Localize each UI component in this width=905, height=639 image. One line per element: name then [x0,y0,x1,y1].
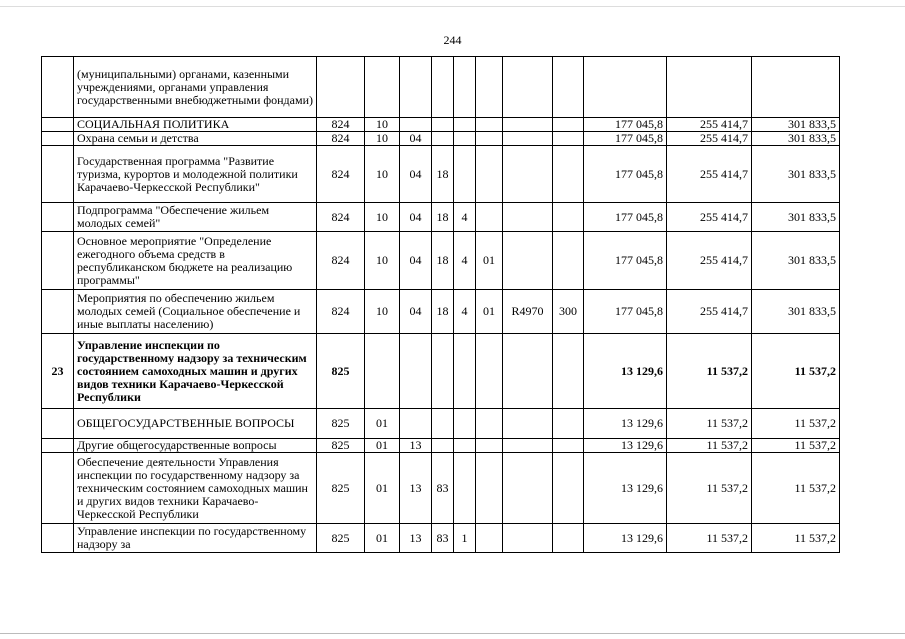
cell-cs4 [503,132,553,146]
cell-y1: 177 045,8 [584,132,667,146]
table-row [42,118,840,132]
cell-y3: 11 537,2 [752,334,840,409]
cell-rz [365,334,400,409]
cell-name: Основное мероприятие "Определение ежегодного объема средств в республиканском бюджете на реализацию программы" [74,232,317,290]
cell-no [42,232,74,290]
cell-rz: 10 [365,232,400,290]
cell-ved: 824 [317,132,365,146]
cell-vr [553,118,584,132]
cell-pr: 04 [400,232,432,290]
cell-cs2 [454,132,476,146]
cell-y3 [752,57,840,118]
cell-name: Управление инспекции по государственному надзору за [74,524,317,553]
cell-cs4 [503,57,553,118]
cell-y2: 255 414,7 [667,146,752,203]
table-row [42,524,840,553]
cell-cs1: 18 [432,146,454,203]
cell-cs4 [503,524,553,553]
budget-table [41,56,840,553]
cell-vr [553,203,584,232]
cell-cs4 [503,146,553,203]
cell-vr [553,439,584,453]
cell-no [42,524,74,553]
cell-name: ОБЩЕГОСУДАРСТВЕННЫЕ ВОПРОСЫ [74,409,317,439]
cell-y2: 11 537,2 [667,453,752,524]
cell-rz: 10 [365,146,400,203]
cell-ved: 824 [317,203,365,232]
cell-y3: 301 833,5 [752,203,840,232]
cell-cs4 [503,118,553,132]
page-number: 244 [443,33,462,47]
cell-cs4 [503,203,553,232]
cell-cs3 [476,439,503,453]
cell-name: (муниципальными) органами, казенными учреждениями, органами управления государственными внебюджетными фондами) [74,57,317,118]
cell-cs1 [432,334,454,409]
cell-y3: 301 833,5 [752,232,840,290]
cell-ved: 824 [317,232,365,290]
cell-ved: 824 [317,118,365,132]
cell-cs3 [476,203,503,232]
cell-rz: 01 [365,524,400,553]
table-row [42,334,840,409]
scan-line [0,633,905,634]
cell-ved: 824 [317,290,365,334]
cell-cs1: 83 [432,453,454,524]
cell-name: Обеспечение деятельности Управления инспекции по государственному надзору за техническим состоянием самоходных машин и других видов техники Карачаево-Черкесской Республики [74,453,317,524]
cell-no [42,453,74,524]
cell-cs2 [454,57,476,118]
cell-name: Государственная программа "Развитие туризма, курортов и молодежной политики Карачаево-Черкесской Республики" [74,146,317,203]
cell-cs2 [454,409,476,439]
cell-vr [553,524,584,553]
cell-vr [553,57,584,118]
cell-y2 [667,57,752,118]
cell-ved: 825 [317,409,365,439]
cell-y2: 11 537,2 [667,439,752,453]
cell-y3: 301 833,5 [752,118,840,132]
cell-y3: 301 833,5 [752,146,840,203]
cell-y2: 255 414,7 [667,290,752,334]
cell-no [42,290,74,334]
cell-y1: 13 129,6 [584,524,667,553]
table-row [42,132,840,146]
cell-y1: 13 129,6 [584,453,667,524]
cell-y1: 177 045,8 [584,118,667,132]
cell-vr [553,146,584,203]
cell-cs1: 18 [432,290,454,334]
cell-cs2: 4 [454,290,476,334]
cell-y1: 177 045,8 [584,232,667,290]
cell-cs1 [432,57,454,118]
cell-cs3: 01 [476,290,503,334]
cell-cs1 [432,439,454,453]
cell-pr [400,334,432,409]
cell-no [42,409,74,439]
cell-y3: 11 537,2 [752,524,840,553]
cell-rz: 10 [365,118,400,132]
cell-cs1 [432,132,454,146]
cell-ved: 825 [317,334,365,409]
table-row [42,146,840,203]
cell-pr [400,57,432,118]
cell-pr: 13 [400,524,432,553]
cell-no [42,203,74,232]
table-body [42,57,840,553]
cell-vr [553,132,584,146]
table-row [42,203,840,232]
table-row [42,232,840,290]
cell-y1: 177 045,8 [584,290,667,334]
cell-pr: 04 [400,132,432,146]
cell-y3: 301 833,5 [752,132,840,146]
cell-y1: 13 129,6 [584,439,667,453]
cell-cs2 [454,439,476,453]
cell-y2: 255 414,7 [667,203,752,232]
cell-rz: 01 [365,409,400,439]
cell-name: Мероприятия по обеспечению жильем молодых семей (Социальное обеспечение и иные выплаты населению) [74,290,317,334]
cell-rz: 01 [365,439,400,453]
cell-cs1 [432,409,454,439]
cell-ved: 824 [317,146,365,203]
cell-cs2: 1 [454,524,476,553]
cell-cs4 [503,232,553,290]
cell-cs2: 4 [454,232,476,290]
cell-cs1: 18 [432,232,454,290]
cell-name: СОЦИАЛЬНАЯ ПОЛИТИКА [74,118,317,132]
cell-pr: 04 [400,146,432,203]
cell-cs3 [476,146,503,203]
cell-cs3: 01 [476,232,503,290]
cell-rz: 10 [365,203,400,232]
cell-pr: 13 [400,439,432,453]
cell-cs3 [476,57,503,118]
cell-y2: 11 537,2 [667,409,752,439]
cell-y1: 177 045,8 [584,146,667,203]
cell-rz: 01 [365,453,400,524]
cell-cs1 [432,118,454,132]
cell-pr: 13 [400,453,432,524]
cell-cs4 [503,409,553,439]
cell-pr [400,118,432,132]
cell-y3: 11 537,2 [752,453,840,524]
cell-pr: 04 [400,203,432,232]
cell-vr: 300 [553,290,584,334]
cell-y3: 301 833,5 [752,290,840,334]
cell-rz: 10 [365,132,400,146]
cell-y2: 11 537,2 [667,524,752,553]
table-row [42,57,840,118]
cell-name: Управление инспекции по государственному надзору за техническим состоянием самоходных машин и других видов техники Карачаево-Черкесской Республики [74,334,317,409]
cell-no [42,439,74,453]
cell-ved: 825 [317,453,365,524]
cell-y1: 13 129,6 [584,334,667,409]
cell-vr [553,409,584,439]
cell-cs4: R4970 [503,290,553,334]
cell-pr: 04 [400,290,432,334]
cell-cs3 [476,409,503,439]
cell-cs2 [454,146,476,203]
cell-name: Другие общегосударственные вопросы [74,439,317,453]
cell-no: 23 [42,334,74,409]
cell-vr [553,334,584,409]
cell-cs3 [476,118,503,132]
cell-no [42,146,74,203]
table-row [42,453,840,524]
cell-cs4 [503,439,553,453]
cell-no [42,118,74,132]
cell-vr [553,232,584,290]
table-row [42,439,840,453]
table-row [42,290,840,334]
table-row [42,409,840,439]
cell-y2: 255 414,7 [667,118,752,132]
cell-y2: 255 414,7 [667,232,752,290]
cell-cs3 [476,524,503,553]
cell-cs2 [454,118,476,132]
cell-y2: 11 537,2 [667,334,752,409]
cell-name: Подпрограмма "Обеспечение жильем молодых семей" [74,203,317,232]
cell-cs2 [454,334,476,409]
cell-cs3 [476,453,503,524]
cell-ved: 825 [317,524,365,553]
cell-y2: 255 414,7 [667,132,752,146]
cell-y1: 177 045,8 [584,203,667,232]
cell-cs4 [503,334,553,409]
cell-pr [400,409,432,439]
cell-cs2: 4 [454,203,476,232]
cell-cs4 [503,453,553,524]
cell-cs3 [476,334,503,409]
cell-cs3 [476,132,503,146]
cell-no [42,132,74,146]
cell-y1 [584,57,667,118]
cell-cs1: 18 [432,203,454,232]
cell-vr [553,453,584,524]
cell-no [42,57,74,118]
cell-name: Охрана семьи и детства [74,132,317,146]
cell-y3: 11 537,2 [752,409,840,439]
cell-y3: 11 537,2 [752,439,840,453]
cell-cs1: 83 [432,524,454,553]
cell-ved [317,57,365,118]
cell-ved: 825 [317,439,365,453]
cell-rz [365,57,400,118]
cell-y1: 13 129,6 [584,409,667,439]
cell-rz: 10 [365,290,400,334]
scan-line [0,6,905,7]
cell-cs2 [454,453,476,524]
